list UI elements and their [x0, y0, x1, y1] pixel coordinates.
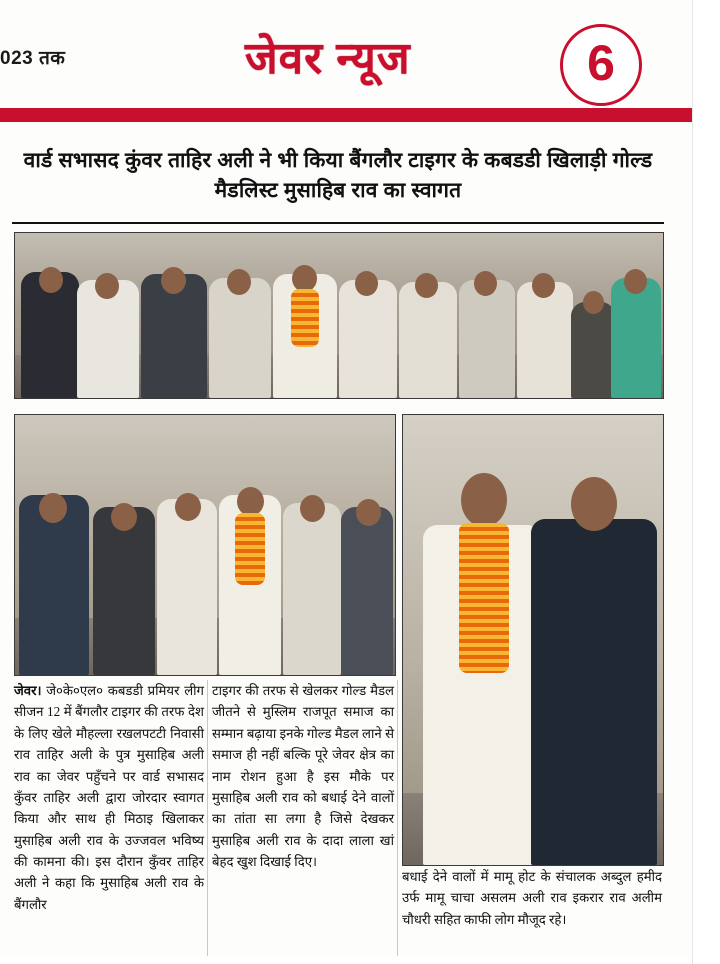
- photo-figure-head: [161, 267, 186, 294]
- photo-figure-head: [624, 269, 647, 294]
- page-number: 6: [587, 35, 615, 91]
- photo-figure: [209, 278, 271, 398]
- column-divider: [397, 680, 398, 956]
- photo-figure-head: [237, 487, 264, 516]
- column-divider: [207, 680, 208, 956]
- photo-figure: [611, 278, 661, 398]
- photo-figure-head: [175, 493, 201, 521]
- photo-figure: [517, 282, 573, 398]
- photo-figure: [459, 280, 515, 398]
- photo-figure-head: [300, 495, 325, 522]
- photo-figure-head: [474, 271, 497, 296]
- photo-figure: [93, 507, 155, 675]
- photo-figure-head: [583, 291, 604, 314]
- photo-figure-head: [95, 273, 119, 299]
- photo-figure: [399, 282, 457, 398]
- headline: वार्ड सभासद कुंवर ताहिर अली ने भी किया बैंगलौर टाइगर के कबडडी खिलाड़ी गोल्ड मैडलिस्ट मुसाहिब राव का स्वागत: [23, 149, 653, 203]
- garland-icon: [459, 523, 509, 673]
- photo-figure: [339, 280, 397, 398]
- photo-figure-head: [532, 273, 555, 298]
- article-dateline: जेवर।: [14, 683, 42, 698]
- edition-date: 023 तक: [0, 48, 66, 69]
- photo-figure-head: [461, 473, 507, 527]
- photo-figure-head: [39, 493, 67, 523]
- masthead-divider: [0, 108, 692, 122]
- article-text-col4: बधाई देने वालों में मामू होट के संचालक अब्दुल हमीद उर्फ मामू चाचा असलम अली राव इकरार राव अलीम चौधरी सहित काफी लोग मौजूद रहे।: [402, 869, 662, 927]
- photo-group-welcome-top: [14, 232, 664, 399]
- page-number-badge: [560, 24, 642, 106]
- photo-figure: [157, 499, 217, 675]
- article-text-col1: जे०के०एल० कबडडी प्रमियर लीग सीजन 12 में बैंगलौर टाइगर की तरफ देश के लिए खेले मौहल्ला रखलपटटी निवासी राव ताहिर अली के पुत्र मुसाहिब अली राव का जेवर पहुँचने पर वार्ड सभासद कुँवर ताहिर अली द्वारा जोरदार स्वागत किया और साथ ही मिठाइ खिलाकर मुसाहिब अली राव के उज्जवल भविष्य की कामना की। इस दौरान कुँवर ताहिर अली ने कहा कि मुसाहिब अली राव के बैंगलौर: [14, 683, 204, 912]
- article-column-1: [14, 680, 204, 915]
- photo-figure-head: [571, 477, 617, 531]
- article-body: [14, 680, 662, 956]
- photo-figure: [341, 507, 393, 675]
- page-bottom-edge: [0, 958, 692, 964]
- paper-title: जेवर न्यूज: [245, 34, 411, 83]
- photo-figure: [283, 503, 341, 675]
- photo-figure-head: [292, 265, 317, 292]
- article-column-2: [212, 680, 394, 872]
- photo-figure-head: [415, 273, 438, 298]
- garland-icon: [291, 289, 319, 347]
- photo-figure-head: [227, 269, 251, 295]
- page-right-gutter: [692, 0, 720, 964]
- photo-figure-head: [356, 499, 381, 526]
- article-column-4: [402, 866, 662, 930]
- article-text-col2: टाइगर की तरफ से खेलकर गोल्ड मैडल जीतने से मुस्लिम राजपूत समाज का सम्मान बढ़ाया इनके गोल्ड मैडल लाने से समाज ही नहीं बल्कि पूरे जेवर क्षेत्र का नाम रोशन हुआ है इस मौके पर मुसाहिब अली राव को बधाई देने वालों का तांता सा लगा है जिसे देखकर मुसाहिब अली राव के दादा लाला खां बेहद खुश दिखाई दिए।: [212, 683, 394, 869]
- masthead: [0, 0, 692, 124]
- photo-figure: [571, 302, 615, 398]
- headline-block: [14, 146, 662, 207]
- garland-icon: [235, 513, 265, 585]
- photo-figure-head: [111, 503, 137, 531]
- headline-divider: [12, 222, 664, 224]
- photo-figure-head: [355, 271, 378, 296]
- photo-figure-head: [39, 267, 63, 293]
- photo-group-welcome-left: [14, 414, 396, 676]
